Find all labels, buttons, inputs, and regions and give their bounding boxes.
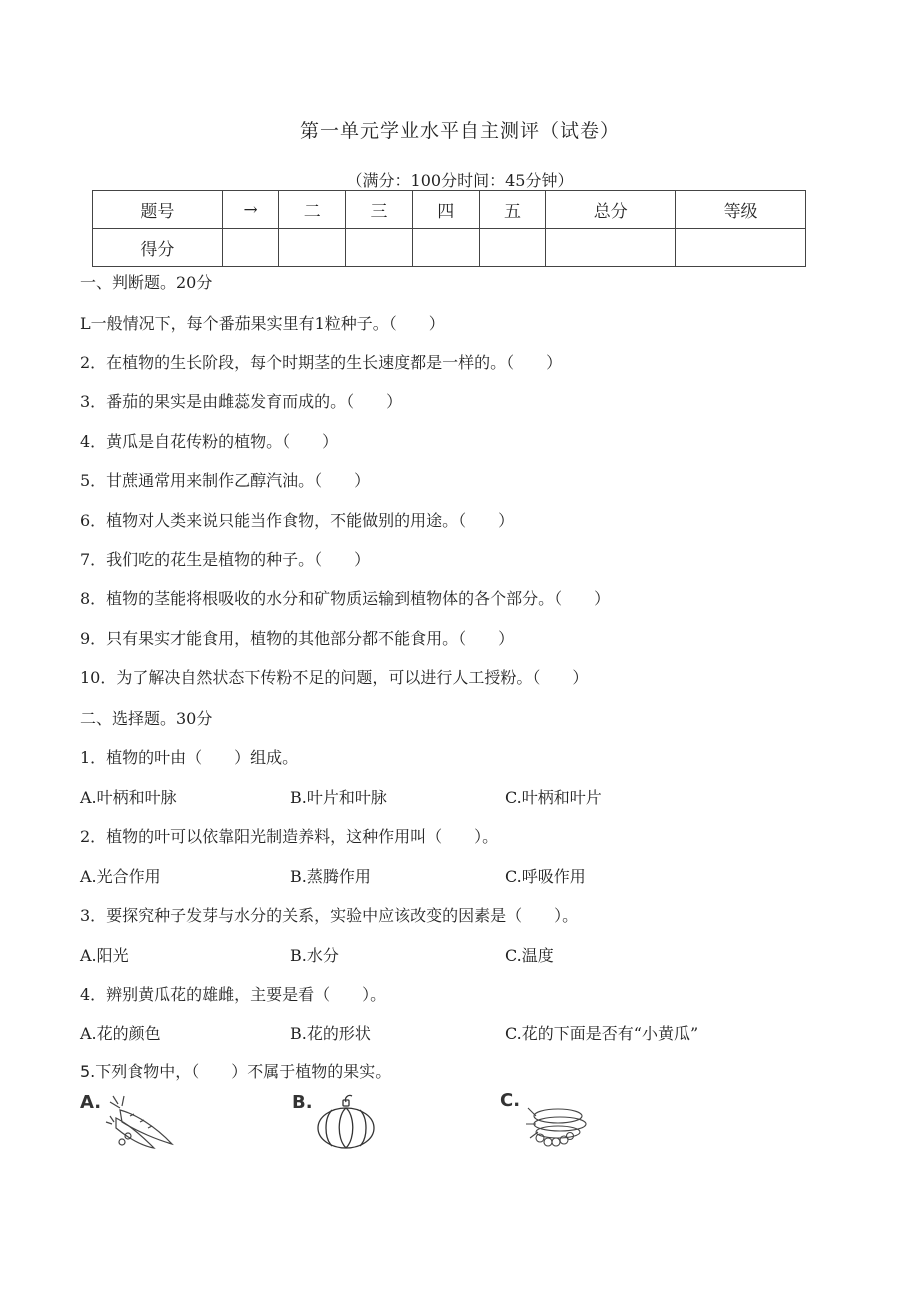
choice-option-b: B.花的形状: [290, 1024, 371, 1043]
score-cell[interactable]: [412, 229, 479, 267]
question-item: 3．番茄的果实是由雌蕊发育而成的。（ ）: [80, 392, 403, 411]
choice-option-a: A.光合作用: [80, 867, 161, 886]
choice-option-a: A.叶柄和叶脉: [80, 788, 177, 807]
choice-option-b: B.蒸腾作用: [290, 867, 371, 886]
score-header-cell: →: [222, 191, 279, 229]
score-cell[interactable]: [479, 229, 546, 267]
choice-option-c: C.温度: [505, 946, 554, 965]
choice-option-a: A.花的颜色: [80, 1024, 161, 1043]
question-item: 10．为了解决自然状态下传粉不足的问题，可以进行人工授粉。（ ）: [80, 668, 589, 687]
choice-option-c: C.花的下面是否有“小黄瓜”: [505, 1024, 699, 1043]
question-item: L一般情况下，每个番茄果实里有1粒种子。（ ）: [80, 314, 445, 333]
question-item: 4．黄瓜是自花传粉的植物。（ ）: [80, 432, 339, 451]
score-cell[interactable]: [279, 229, 346, 267]
choice-option-b: B.叶片和叶脉: [290, 788, 387, 807]
score-header-cell: 总分: [546, 191, 676, 229]
picture-option-a: [80, 1092, 180, 1152]
choice-question-stem: 4．辨别黄瓜花的雄雌，主要是看（ ）。: [80, 985, 387, 1004]
picture-option-c: [500, 1090, 590, 1152]
score-cell[interactable]: [676, 229, 806, 267]
question-item: 9．只有果实才能食用，植物的其他部分都不能食用。（ ）: [80, 629, 515, 648]
score-header-cell: 五: [479, 191, 546, 229]
question-item: 6．植物对人类来说只能当作食物，不能做别的用途。（ ）: [80, 511, 515, 530]
score-row-label: 得分: [93, 229, 223, 267]
choice-option-b: B.水分: [290, 946, 339, 965]
score-header-cell: 二: [279, 191, 346, 229]
question-item: 2．在植物的生长阶段，每个时期茎的生长速度都是一样的。（ ）: [80, 353, 563, 372]
score-cell[interactable]: [546, 229, 676, 267]
option-letter: C.: [500, 1090, 521, 1111]
score-header-cell: 四: [412, 191, 479, 229]
section-heading-multiple-choice: 二、选择题。30分: [80, 709, 213, 728]
picture-option-b: [292, 1092, 382, 1152]
score-cell[interactable]: [346, 229, 413, 267]
question-item: 8．植物的茎能将根吸收的水分和矿物质运输到植物体的各个部分。（ ）: [80, 589, 611, 608]
question-item: 7．我们吃的花生是植物的种子。（ ）: [80, 550, 371, 569]
section-heading-true-false: 一、判断题。20分: [80, 273, 213, 292]
option-letter: B.: [292, 1092, 313, 1113]
question-item: 5．甘蔗通常用来制作乙醇汽油。（ ）: [80, 471, 371, 490]
choice-question-stem: 1．植物的叶由（ ）组成。: [80, 748, 299, 767]
score-table: [92, 190, 806, 267]
score-header-cell: 题号: [93, 191, 223, 229]
score-table-score-row: [93, 229, 806, 267]
choice-question-stem: 2．植物的叶可以依靠阳光制造养料，这种作用叫（ ）。: [80, 827, 499, 846]
score-header-cell: 三: [346, 191, 413, 229]
page-title: 第一单元学业水平自主测评（试卷）: [299, 120, 620, 142]
score-cell[interactable]: [222, 229, 279, 267]
page-subtitle: （满分：100分时间：45分钟）: [346, 171, 574, 190]
choice-option-c: C.叶柄和叶片: [505, 788, 602, 807]
score-table-header-row: [93, 191, 806, 229]
choice-option-c: C.呼吸作用: [505, 867, 586, 886]
choice-question-stem: 3．要探究种子发芽与水分的关系，实验中应该改变的因素是（ ）。: [80, 906, 579, 925]
choice-question-stem: 5.下列食物中，（ ）不属于植物的果实。: [80, 1062, 392, 1081]
choice-option-a: A.阳光: [80, 946, 129, 965]
option-letter: A.: [80, 1092, 102, 1113]
score-header-cell: 等级: [676, 191, 806, 229]
